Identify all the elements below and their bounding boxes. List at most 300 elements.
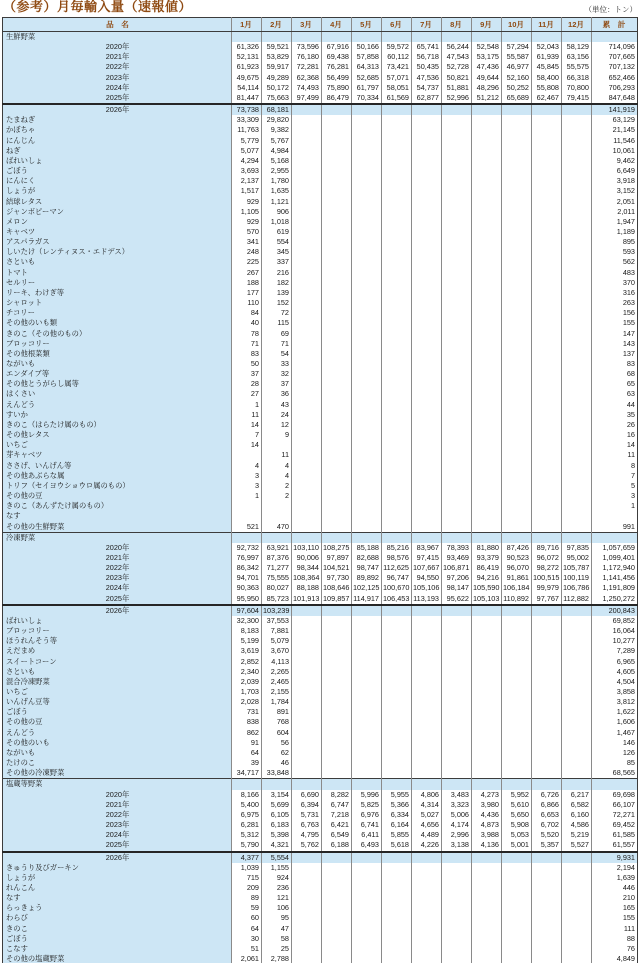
unit-note: （単位：トン） <box>584 5 637 14</box>
month-value-cell <box>382 481 412 491</box>
item-label-cell: えだまめ <box>3 646 232 656</box>
month-value-cell: 52,685 <box>352 73 382 83</box>
month-value-cell <box>502 430 532 440</box>
month-value-cell: 86,479 <box>322 93 352 104</box>
month-value-cell <box>562 237 592 247</box>
month-value-cell: 113,193 <box>412 594 442 605</box>
year-row <box>3 62 638 72</box>
month-value-cell <box>532 339 562 349</box>
month-value-cell: 61,797 <box>352 83 382 93</box>
month-value-cell <box>412 349 442 359</box>
total-value-cell: 446 <box>592 883 638 893</box>
month-value-cell <box>442 779 472 790</box>
month-value-cell: 45,845 <box>532 62 562 72</box>
month-value-cell: 59,917 <box>262 62 292 72</box>
month-value-cell: 2,061 <box>232 954 262 963</box>
month-value-cell: 5,996 <box>352 790 382 800</box>
month-value-cell <box>502 717 532 727</box>
month-value-cell <box>232 450 262 460</box>
section-label-cell: 塩蔵等野菜 <box>3 779 232 790</box>
month-value-cell <box>322 186 352 196</box>
month-value-cell <box>382 227 412 237</box>
month-value-cell <box>382 217 412 227</box>
month-value-cell: 78 <box>232 329 262 339</box>
item-label-cell: ながいも <box>3 359 232 369</box>
month-value-cell <box>472 461 502 471</box>
total-value-cell: 16,064 <box>592 626 638 636</box>
month-value-cell: 98,344 <box>292 563 322 573</box>
month-value-cell <box>292 717 322 727</box>
month-value-cell: 56,499 <box>322 73 352 83</box>
month-value-cell <box>562 758 592 768</box>
month-value-cell <box>322 677 352 687</box>
item-row <box>3 768 638 779</box>
month-value-cell: 49,289 <box>262 73 292 83</box>
item-label-cell: 2023年 <box>3 573 232 583</box>
month-value-cell <box>352 369 382 379</box>
month-value-cell <box>532 156 562 166</box>
month-value-cell: 4,377 <box>232 852 262 863</box>
month-value-cell <box>322 501 352 511</box>
total-value-cell: 10,277 <box>592 636 638 646</box>
month-value-cell <box>352 136 382 146</box>
title-bar <box>0 0 640 17</box>
item-label-cell: しょうが <box>3 186 232 196</box>
month-value-cell <box>352 852 382 863</box>
month-value-cell: 619 <box>262 227 292 237</box>
month-value-cell <box>262 501 292 511</box>
month-value-cell <box>322 440 352 450</box>
month-value-cell <box>532 318 562 328</box>
month-value-cell <box>532 471 562 481</box>
item-label-cell: れんこん <box>3 883 232 893</box>
month-value-cell <box>352 707 382 717</box>
month-value-cell <box>472 748 502 758</box>
month-value-cell <box>442 410 472 420</box>
month-value-cell <box>412 308 442 318</box>
item-label-cell: リーキ、わけぎ等 <box>3 288 232 298</box>
month-value-cell: 52,728 <box>442 62 472 72</box>
month-value-cell <box>442 873 472 883</box>
month-value-cell: 40 <box>232 318 262 328</box>
month-value-cell <box>352 522 382 533</box>
month-value-cell: 30 <box>232 934 262 944</box>
month-value-cell: 3,154 <box>262 790 292 800</box>
month-value-cell: 95,622 <box>442 594 472 605</box>
item-label-cell: キャベツ <box>3 227 232 237</box>
month-value-cell <box>442 532 472 543</box>
total-value-cell: 1,622 <box>592 707 638 717</box>
month-value-cell: 6,493 <box>352 840 382 851</box>
month-value-cell <box>502 511 532 521</box>
month-value-cell: 4,294 <box>232 156 262 166</box>
month-value-cell: 72 <box>262 308 292 318</box>
month-value-cell <box>562 430 592 440</box>
month-value-cell <box>532 349 562 359</box>
item-row <box>3 616 638 626</box>
item-label-cell: さといも <box>3 257 232 267</box>
month-value-cell <box>382 389 412 399</box>
item-row <box>3 954 638 963</box>
item-label-cell: ながいも <box>3 748 232 758</box>
month-value-cell <box>352 227 382 237</box>
month-value-cell: 6,976 <box>352 810 382 820</box>
month-value-cell: 14 <box>232 420 262 430</box>
total-value-cell: 65 <box>592 379 638 389</box>
month-value-cell <box>562 318 592 328</box>
item-label-cell: 2023年 <box>3 820 232 830</box>
month-value-cell <box>382 852 412 863</box>
month-value-cell: 8,282 <box>322 790 352 800</box>
month-value-cell <box>352 186 382 196</box>
month-value-cell: 570 <box>232 227 262 237</box>
month-value-cell <box>532 863 562 873</box>
month-value-cell: 58,400 <box>532 73 562 83</box>
month-value-cell: 225 <box>232 257 262 267</box>
month-value-cell: 109,857 <box>322 594 352 605</box>
item-row <box>3 913 638 923</box>
month-value-cell: 5,955 <box>382 790 412 800</box>
month-value-cell <box>532 440 562 450</box>
month-value-cell <box>412 471 442 481</box>
month-value-cell <box>352 924 382 934</box>
month-value-cell <box>412 717 442 727</box>
month-value-cell: 54 <box>262 349 292 359</box>
month-value-cell: 6,334 <box>382 810 412 820</box>
month-value-cell <box>352 420 382 430</box>
month-value-cell: 53,175 <box>472 52 502 62</box>
month-value-cell: 103,239 <box>262 605 292 616</box>
total-value-cell: 83 <box>592 359 638 369</box>
month-value-cell <box>532 768 562 779</box>
month-value-cell: 106,453 <box>382 594 412 605</box>
month-value-cell: 46 <box>262 758 292 768</box>
month-value-cell <box>562 913 592 923</box>
item-label-cell: 2022年 <box>3 62 232 72</box>
item-label-cell: 2020年 <box>3 543 232 553</box>
month-value-cell <box>322 738 352 748</box>
month-value-cell: 4,436 <box>472 810 502 820</box>
month-value-cell: 6,105 <box>262 810 292 820</box>
month-value-cell <box>502 237 532 247</box>
month-value-cell <box>502 247 532 257</box>
month-value-cell: 5,731 <box>292 810 322 820</box>
month-value-cell: 114,917 <box>352 594 382 605</box>
month-value-cell: 6,164 <box>382 820 412 830</box>
total-value-cell: 111 <box>592 924 638 934</box>
month-value-cell <box>382 697 412 707</box>
month-value-cell <box>322 349 352 359</box>
month-value-cell: 94,550 <box>412 573 442 583</box>
column-header: 4月 <box>322 18 352 32</box>
month-value-cell: 96,070 <box>502 563 532 573</box>
month-value-cell <box>472 501 502 511</box>
total-value-cell: 126 <box>592 748 638 758</box>
month-value-cell: 80,027 <box>262 583 292 593</box>
item-row <box>3 944 638 954</box>
month-value-cell <box>472 616 502 626</box>
month-value-cell <box>442 268 472 278</box>
month-value-cell <box>292 237 322 247</box>
month-value-cell: 2,340 <box>232 667 262 677</box>
month-value-cell <box>442 667 472 677</box>
month-value-cell <box>502 944 532 954</box>
month-value-cell <box>262 511 292 521</box>
month-value-cell: 65,689 <box>502 93 532 104</box>
month-value-cell <box>382 748 412 758</box>
month-value-cell: 8,166 <box>232 790 262 800</box>
month-value-cell <box>472 207 502 217</box>
item-label-cell: メロン <box>3 217 232 227</box>
month-value-cell <box>442 522 472 533</box>
month-value-cell <box>322 430 352 440</box>
month-value-cell <box>502 646 532 656</box>
month-value-cell: 100,119 <box>562 573 592 583</box>
month-value-cell: 61,923 <box>232 62 262 72</box>
month-value-cell <box>442 379 472 389</box>
month-value-cell: 62,368 <box>292 73 322 83</box>
month-value-cell <box>322 115 352 125</box>
month-value-cell <box>412 288 442 298</box>
month-value-cell <box>562 883 592 893</box>
month-value-cell: 9,382 <box>262 125 292 135</box>
month-value-cell <box>382 636 412 646</box>
month-value-cell: 4 <box>232 461 262 471</box>
month-value-cell <box>472 758 502 768</box>
item-label-cell: すいか <box>3 410 232 420</box>
month-value-cell <box>352 511 382 521</box>
month-value-cell <box>412 461 442 471</box>
month-value-cell <box>292 329 322 339</box>
item-row <box>3 481 638 491</box>
month-value-cell <box>322 268 352 278</box>
month-value-cell <box>502 410 532 420</box>
month-value-cell <box>442 626 472 636</box>
month-value-cell <box>532 903 562 913</box>
month-value-cell: 5,366 <box>382 800 412 810</box>
month-value-cell: 78,393 <box>442 543 472 553</box>
total-value-cell: 68,565 <box>592 768 638 779</box>
total-value-cell: 9,931 <box>592 852 638 863</box>
month-value-cell <box>292 934 322 944</box>
month-value-cell <box>532 667 562 677</box>
month-value-cell <box>502 104 532 115</box>
month-value-cell <box>292 146 322 156</box>
month-value-cell <box>562 288 592 298</box>
month-value-cell <box>502 934 532 944</box>
month-value-cell <box>352 491 382 501</box>
month-value-cell <box>442 156 472 166</box>
year-row <box>3 790 638 800</box>
item-row <box>3 717 638 727</box>
month-value-cell: 57,071 <box>382 73 412 83</box>
item-row <box>3 410 638 420</box>
month-value-cell: 105,106 <box>412 583 442 593</box>
year-row <box>3 830 638 840</box>
month-value-cell <box>562 461 592 471</box>
month-value-cell <box>472 728 502 738</box>
month-value-cell <box>292 104 322 115</box>
month-value-cell <box>412 146 442 156</box>
month-value-cell <box>352 481 382 491</box>
month-value-cell <box>322 410 352 420</box>
month-value-cell <box>562 410 592 420</box>
month-value-cell: 6,741 <box>352 820 382 830</box>
month-value-cell: 110,892 <box>502 594 532 605</box>
month-value-cell <box>442 247 472 257</box>
month-value-cell: 51 <box>232 944 262 954</box>
item-label-cell: ごぼう <box>3 934 232 944</box>
month-value-cell <box>382 440 412 450</box>
month-value-cell: 112,882 <box>562 594 592 605</box>
month-value-cell <box>322 400 352 410</box>
month-value-cell <box>292 768 322 779</box>
item-label-cell: はくさい <box>3 389 232 399</box>
section-row <box>3 532 638 543</box>
month-value-cell <box>562 934 592 944</box>
month-value-cell: 58,129 <box>562 42 592 52</box>
month-value-cell <box>322 657 352 667</box>
item-label-cell: にんじん <box>3 136 232 146</box>
month-value-cell <box>442 913 472 923</box>
month-value-cell <box>532 913 562 923</box>
month-value-cell <box>502 471 532 481</box>
total-value-cell: 156 <box>592 308 638 318</box>
item-label-cell: 2024年 <box>3 583 232 593</box>
month-value-cell <box>292 166 322 176</box>
month-value-cell <box>502 677 532 687</box>
month-value-cell <box>442 461 472 471</box>
month-value-cell <box>292 903 322 913</box>
month-value-cell: 96,072 <box>532 553 562 563</box>
month-value-cell <box>412 186 442 196</box>
month-value-cell <box>562 278 592 288</box>
item-row <box>3 873 638 883</box>
item-row <box>3 115 638 125</box>
year-row <box>3 93 638 104</box>
month-value-cell <box>442 657 472 667</box>
column-header: 11月 <box>532 18 562 32</box>
item-row <box>3 217 638 227</box>
month-value-cell <box>352 257 382 267</box>
month-value-cell <box>382 717 412 727</box>
month-value-cell <box>412 430 442 440</box>
item-row <box>3 501 638 511</box>
month-value-cell <box>292 278 322 288</box>
month-value-cell: 5,908 <box>502 820 532 830</box>
month-value-cell <box>352 883 382 893</box>
month-value-cell <box>502 349 532 359</box>
month-value-cell: 63,156 <box>562 52 592 62</box>
month-value-cell: 98,272 <box>532 563 562 573</box>
month-value-cell <box>532 278 562 288</box>
month-value-cell: 4 <box>262 461 292 471</box>
month-value-cell <box>502 532 532 543</box>
month-value-cell <box>502 420 532 430</box>
month-value-cell <box>532 687 562 697</box>
month-value-cell <box>442 430 472 440</box>
item-row <box>3 125 638 135</box>
month-value-cell: 3,980 <box>472 800 502 810</box>
month-value-cell <box>412 420 442 430</box>
month-value-cell: 50,821 <box>442 73 472 83</box>
month-value-cell: 61,326 <box>232 42 262 52</box>
item-label-cell: その他あぶらな属 <box>3 471 232 481</box>
month-value-cell <box>382 646 412 656</box>
month-value-cell <box>562 501 592 511</box>
month-value-cell <box>562 728 592 738</box>
item-label-cell: ブロッコリー <box>3 626 232 636</box>
month-value-cell: 7,881 <box>262 626 292 636</box>
month-value-cell <box>292 893 322 903</box>
month-value-cell <box>442 768 472 779</box>
month-value-cell <box>502 369 532 379</box>
month-value-cell <box>532 420 562 430</box>
month-value-cell <box>412 667 442 677</box>
month-value-cell <box>412 125 442 135</box>
month-value-cell: 46,977 <box>502 62 532 72</box>
month-value-cell <box>322 308 352 318</box>
month-value-cell <box>472 136 502 146</box>
month-value-cell: 5,952 <box>502 790 532 800</box>
month-value-cell: 4,656 <box>412 820 442 830</box>
month-value-cell <box>352 288 382 298</box>
month-value-cell <box>502 125 532 135</box>
month-value-cell: 6,726 <box>532 790 562 800</box>
month-value-cell <box>322 924 352 934</box>
month-value-cell <box>352 501 382 511</box>
section-row <box>3 32 638 43</box>
total-value-cell: 16 <box>592 430 638 440</box>
month-value-cell: 97,415 <box>412 553 442 563</box>
month-value-cell <box>292 481 322 491</box>
item-label-cell: 2021年 <box>3 553 232 563</box>
month-value-cell: 75,663 <box>262 93 292 104</box>
month-value-cell: 1,039 <box>232 863 262 873</box>
month-value-cell <box>472 450 502 460</box>
month-value-cell <box>382 707 412 717</box>
month-value-cell: 32 <box>262 369 292 379</box>
month-value-cell: 6,188 <box>322 840 352 851</box>
month-value-cell <box>472 738 502 748</box>
month-value-cell <box>562 400 592 410</box>
month-value-cell <box>352 873 382 883</box>
total-value-cell <box>592 32 638 43</box>
month-value-cell <box>382 511 412 521</box>
month-value-cell: 107,667 <box>412 563 442 573</box>
header-row <box>3 18 638 32</box>
month-value-cell <box>412 873 442 883</box>
item-label-cell: かぼちゃ <box>3 125 232 135</box>
month-value-cell <box>382 626 412 636</box>
month-value-cell: 105,590 <box>472 583 502 593</box>
month-value-cell <box>532 934 562 944</box>
total-value-cell: 9,462 <box>592 156 638 166</box>
month-value-cell: 55,587 <box>502 52 532 62</box>
month-value-cell <box>412 626 442 636</box>
month-value-cell <box>532 257 562 267</box>
month-value-cell: 68,181 <box>262 104 292 115</box>
month-value-cell: 7 <box>232 430 262 440</box>
month-value-cell <box>382 186 412 196</box>
month-value-cell <box>532 217 562 227</box>
month-value-cell <box>292 115 322 125</box>
month-value-cell <box>412 677 442 687</box>
month-value-cell <box>562 176 592 186</box>
month-value-cell <box>412 934 442 944</box>
month-value-cell <box>322 954 352 963</box>
month-value-cell <box>292 944 322 954</box>
